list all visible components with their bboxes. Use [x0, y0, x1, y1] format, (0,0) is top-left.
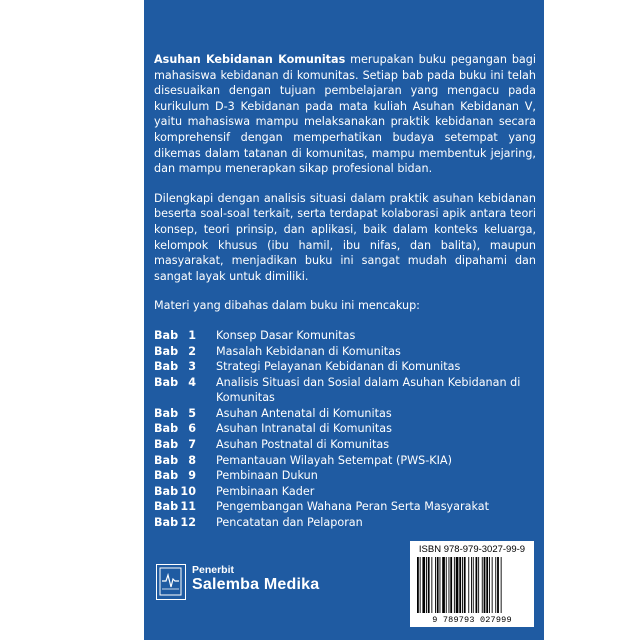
toc-title: Pemantauan Wilayah Setempat (PWS-KIA): [216, 453, 452, 467]
toc-item: [154, 406, 536, 422]
toc-number: 6: [188, 422, 196, 436]
publisher-label: Penerbit: [192, 564, 235, 576]
toc-item: [154, 344, 536, 360]
toc-title: Asuhan Intranatal di Komunitas: [216, 422, 392, 436]
publisher: [152, 550, 332, 612]
isbn-text: ISBN 978-979-3027-99-9: [418, 544, 526, 555]
toc-title: Pengembangan Wahana Peran Serta Masyarakat: [216, 500, 490, 514]
toc-number: 9: [188, 469, 196, 483]
toc-title: Konsep Dasar Komunitas: [216, 328, 356, 342]
publisher-name: Salemba Medika: [192, 576, 320, 593]
toc-intro: Materi yang dibahas dalam buku ini mencakup:: [154, 299, 420, 313]
toc-bab-label: Bab: [154, 484, 179, 498]
toc-title: Masalah Kebidanan di Komunitas: [216, 344, 401, 358]
toc-number: 3: [188, 360, 196, 374]
toc-bab-label: Bab: [154, 344, 179, 358]
toc-item: [154, 328, 536, 344]
toc-number: 10: [180, 484, 196, 498]
toc-bab-label: Bab: [154, 328, 179, 342]
toc-bab-label: Bab: [154, 360, 179, 374]
toc-title: Analisis Situasi dan Sosial dalam Asuhan Kebidanan di Komunitas: [216, 375, 521, 405]
toc-title: Pembinaan Dukun: [216, 469, 318, 483]
toc-bab-label: Bab: [154, 375, 179, 389]
toc-bab-label: Bab: [154, 406, 179, 420]
barcode-digits: 9 789793 027999: [432, 615, 512, 625]
publisher-logo-icon: [156, 564, 186, 600]
blurb-paragraph-1-text: merupakan buku pegangan bagi mahasiswa kebidanan di komunitas. Setiap bab pada buku ini telah disesuaikan dengan tujuan pembelajaran yang mengacu pada kurikulum D-3 Kebidanan pada mata kuliah Asuhan Kebidanan V, yaitu mahasiswa mampu melaksanakan praktik kebidanan secara komprehensif dengan memperhatikan budaya setempat yang dikemas dalam tatanan di komunitas, mampu membentuk jejaring, dan mampu menerapkan sikap profesional bidan.: [154, 53, 536, 176]
toc-bab-label: Bab: [154, 469, 179, 483]
toc-number: 12: [180, 516, 196, 530]
toc-bab-label: Bab: [154, 500, 179, 514]
toc-item: [154, 484, 536, 500]
toc-number: 5: [188, 406, 196, 420]
toc-title: Pembinaan Kader: [216, 484, 315, 498]
blurb: [154, 52, 536, 531]
toc-bab-label: Bab: [154, 438, 179, 452]
blurb-paragraph-2: Dilengkapi dengan analisis situasi dalam praktik asuhan kebidanan beserta soal-soal terkait, serta terdapat kolaborasi apik antara teori konsep, teori prinsip, dan aplikasi, baik dalam konteks keluarga, kelompok khusus (ibu hamil, ibu nifas, dan balita), maupun masyarakat, menjadikan buku ini sangat mudah dipahami dan sangat layak untuk dimiliki.: [154, 191, 536, 283]
barcode-icon: [416, 557, 528, 615]
toc-item: [154, 453, 536, 469]
toc-item: [154, 515, 536, 531]
toc-number: 2: [188, 344, 196, 358]
toc-title: Pencatatan dan Pelaporan: [216, 516, 363, 530]
barcode-block: [410, 541, 534, 627]
toc-item: [154, 359, 536, 375]
toc-item: [154, 499, 536, 515]
back-cover: [144, 0, 544, 640]
toc-bab-label: Bab: [154, 453, 179, 467]
toc-item: [154, 375, 536, 406]
toc-title: Asuhan Postnatal di Komunitas: [216, 438, 390, 452]
toc-title: Asuhan Antenatal di Komunitas: [216, 406, 392, 420]
toc-number: 7: [188, 438, 196, 452]
table-of-contents: [154, 328, 536, 531]
toc-number: 1: [188, 328, 196, 342]
toc-title: Strategi Pelayanan Kebidanan di Komunitas: [216, 360, 461, 374]
toc-bab-label: Bab: [154, 516, 179, 530]
toc-item: [154, 437, 536, 453]
toc-bab-label: Bab: [154, 422, 179, 436]
book-title: Asuhan Kebidanan Komunitas: [154, 53, 346, 66]
toc-number: 8: [188, 453, 196, 467]
toc-item: [154, 421, 536, 437]
toc-number: 4: [188, 375, 196, 389]
toc-number: 11: [180, 500, 196, 514]
blurb-paragraph-1: [154, 52, 536, 177]
toc-item: [154, 468, 536, 484]
